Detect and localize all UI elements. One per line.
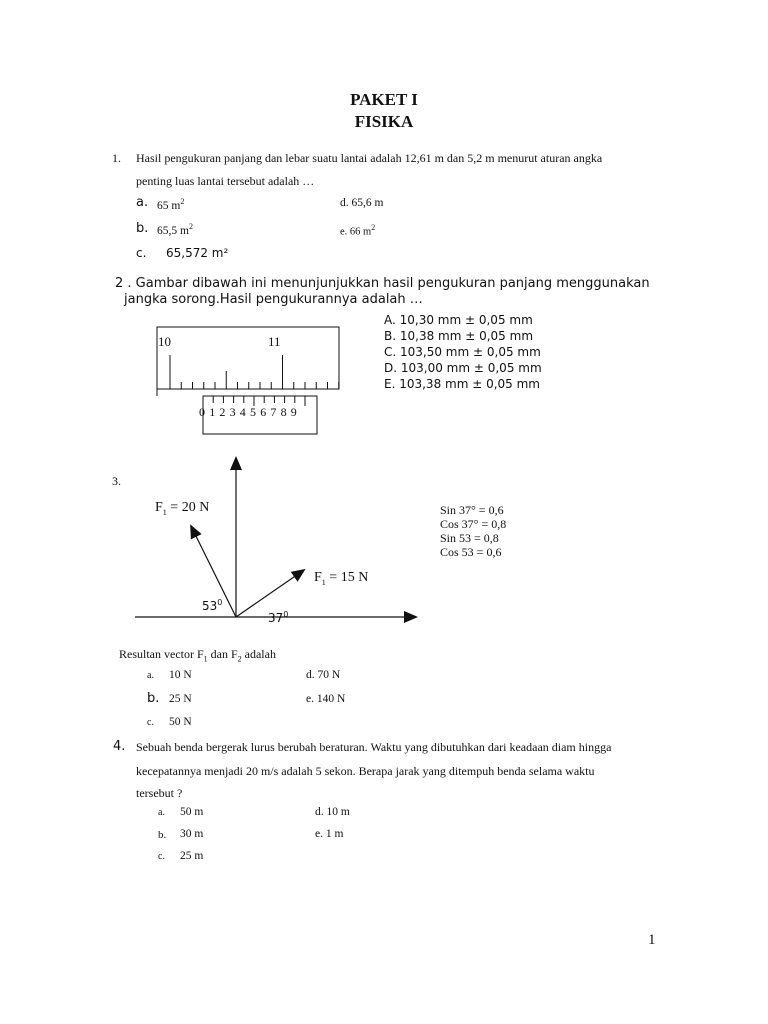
q1-option-a-letter: a. bbox=[136, 195, 149, 210]
q4-line1: Sebuah benda bergerak lurus berubah beraturan. Waktu yang dibutuhkan dari keadaan diam hingga bbox=[136, 740, 612, 754]
q2-line1: 2 . Gambar dibawah ini menunjunjukkan hasil pengukuran panjang menggunakan bbox=[115, 276, 650, 291]
main-scale-label-11: 11 bbox=[268, 334, 281, 349]
angle-37-label: $37^0$ bbox=[268, 610, 289, 625]
q1-option-e: e. 66 $m^2$ bbox=[340, 223, 376, 238]
q3-option-d: d. 70 N bbox=[306, 669, 341, 681]
trig-cos53: Cos 53 = 0,6 bbox=[440, 545, 502, 559]
q4-line2: kecepatannya menjadi 20 m/s adalah 5 sekon. Berapa jarak yang ditempuh benda selama waktu bbox=[136, 764, 595, 778]
q4-option-c-letter: c. bbox=[158, 851, 165, 862]
page-title: PAKET I bbox=[350, 90, 418, 109]
q4-option-e: e. 1 m bbox=[315, 828, 344, 840]
q2-option-e: E. 103,38 mm ± 0,05 mm bbox=[384, 377, 540, 391]
vernier-digit: 5 bbox=[250, 405, 256, 419]
main-scale-label-10: 10 bbox=[158, 334, 171, 349]
q2-line2: jangka sorong.Hasil pengukurannya adalah … bbox=[124, 292, 423, 307]
trig-cos37: Cos 37° = 0,8 bbox=[440, 517, 507, 531]
q3-option-e: e. 140 N bbox=[306, 693, 346, 705]
q3-option-b-letter: b. bbox=[147, 691, 160, 706]
q1-option-c: 65,572 m² bbox=[166, 246, 229, 260]
q1-number: 1. bbox=[112, 151, 121, 165]
vernier-digit: 7 bbox=[270, 405, 277, 419]
angle-53-label: $53^0$ bbox=[202, 598, 223, 613]
vernier-digit: 0 bbox=[199, 405, 205, 419]
q2-option-d: D. 103,00 mm ± 0,05 mm bbox=[384, 361, 542, 375]
q4-option-b: 30 m bbox=[180, 828, 204, 840]
q1-line2: penting luas lantai tersebut adalah … bbox=[136, 174, 315, 188]
q3-option-a-letter: a. bbox=[147, 670, 154, 681]
trig-sin53: Sin 53 = 0,8 bbox=[440, 531, 499, 545]
f2-label: $F_1 = 15$ N bbox=[314, 570, 369, 587]
q2-option-a: A. 10,30 mm ± 0,05 mm bbox=[384, 313, 533, 327]
vernier-digit: 3 bbox=[229, 405, 236, 419]
q3-option-c: 50 N bbox=[169, 716, 192, 728]
q3-option-a: 10 N bbox=[169, 669, 192, 681]
q3-question: Resultan vector $F_1$ dan $F_2$ adalah bbox=[119, 647, 276, 664]
trig-sin37: Sin 37° = 0,6 bbox=[440, 503, 504, 517]
q1-option-c-letter: c. bbox=[136, 246, 147, 260]
page-subtitle: FISIKA bbox=[354, 112, 414, 131]
q4-option-a-letter: a. bbox=[158, 807, 165, 818]
page-number: 1 bbox=[648, 932, 656, 948]
q1-option-a: 65 $m^2$ bbox=[157, 197, 185, 212]
q4-line3: tersebut ? bbox=[136, 786, 183, 800]
q4-option-d: d. 10 m bbox=[315, 806, 350, 818]
q2-option-c: C. 103,50 mm ± 0,05 mm bbox=[384, 345, 541, 359]
q4-number: 4. bbox=[113, 739, 126, 754]
q1-line1: Hasil pengukuran panjang dan lebar suatu lantai adalah 12,61 m dan 5,2 m menurut aturan angka bbox=[136, 151, 603, 165]
q1-option-d: d. 65,6 m bbox=[340, 197, 384, 209]
vernier-digit: 1 bbox=[209, 405, 216, 419]
q3-option-b: 25 N bbox=[169, 693, 192, 705]
q4-option-b-letter: b. bbox=[158, 829, 167, 841]
q3-option-c-letter: c. bbox=[147, 717, 154, 728]
vernier-digit: 6 bbox=[260, 405, 267, 419]
q3-number: 3. bbox=[112, 474, 121, 488]
q2-option-b: B. 10,38 mm ± 0,05 mm bbox=[384, 329, 534, 343]
q4-option-c: 25 m bbox=[180, 850, 204, 862]
q4-option-a: 50 m bbox=[180, 806, 204, 818]
q1-option-b: 65,5 $m^2$ bbox=[157, 222, 193, 237]
vernier-digit: 9 bbox=[290, 405, 297, 419]
vernier-digit: 2 bbox=[219, 405, 226, 419]
q1-option-b-letter: b. bbox=[136, 221, 149, 236]
vernier-digit: 8 bbox=[280, 405, 287, 419]
f1-label: $F_1 = 20$ N bbox=[155, 500, 210, 517]
vernier-digit: 4 bbox=[239, 405, 246, 419]
